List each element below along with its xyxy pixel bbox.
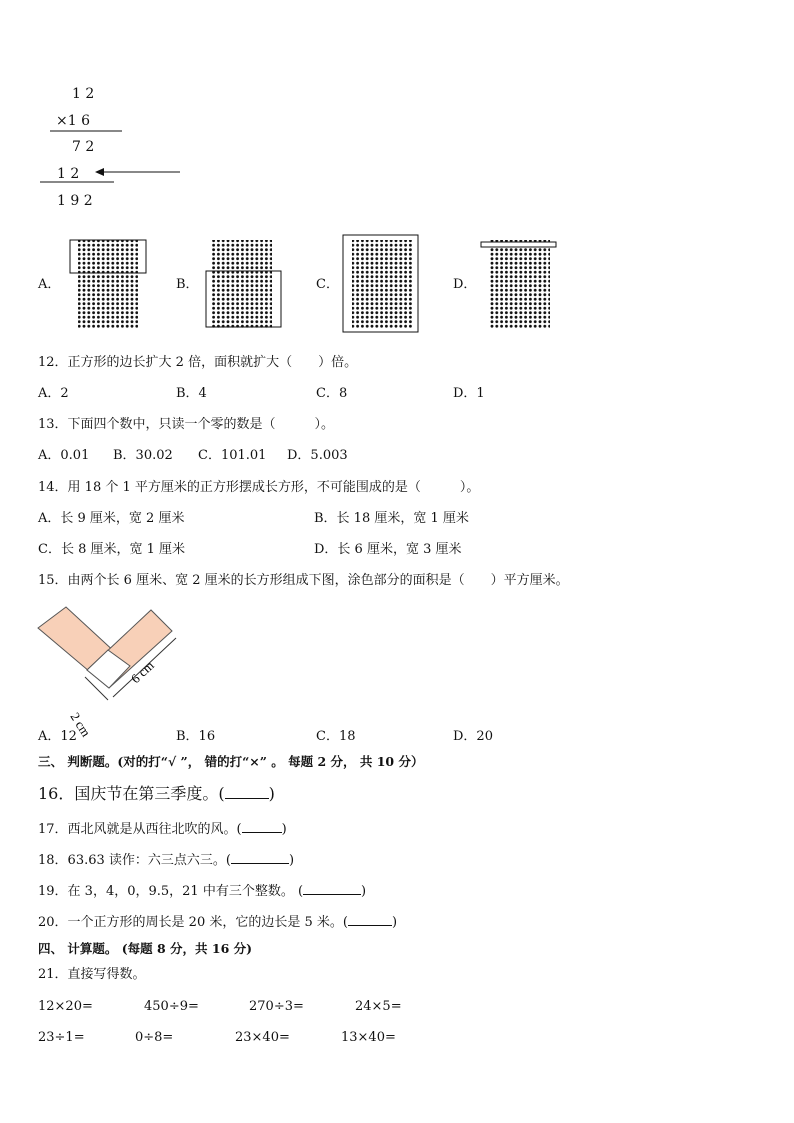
q21-item-3: 270÷3=	[249, 999, 304, 1014]
q14-option-a: A．长 9 厘米，宽 2 厘米	[38, 511, 185, 526]
multiplier: ×1 6	[56, 113, 90, 129]
q17-answer-blank[interactable]	[242, 832, 282, 833]
q19-close: )	[361, 884, 367, 899]
q12-option-b: B．4	[176, 386, 207, 401]
q13-option-b: B．30.02	[113, 448, 173, 463]
q21-item-7: 23×40=	[235, 1030, 290, 1045]
q21-item-8: 13×40=	[341, 1030, 396, 1045]
q12-option-d: D．1	[453, 386, 485, 401]
q11-option-d-label: D．	[453, 277, 477, 292]
q21-item-6: 0÷8=	[135, 1030, 174, 1045]
q18	[38, 853, 294, 869]
q14-option-d: D．长 6 厘米，宽 3 厘米	[314, 542, 462, 557]
partial-product-2: 1 2	[57, 166, 80, 182]
q20-answer-blank[interactable]	[348, 925, 392, 926]
multiplicand: 1 2	[72, 86, 95, 102]
q11-option-b-label: B．	[176, 277, 199, 292]
section-3-title: 三、 判断题。(对的打“√ ”， 错的打“×” 。 每题 2 分， 共 10 分）	[38, 754, 424, 769]
q20-text: 20．一个正方形的周长是 20 米，它的边长是 5 米。(	[38, 915, 348, 930]
label-2cm: 2 cm	[67, 709, 94, 740]
q17-close: )	[281, 822, 287, 837]
q17-text: 17．西北风就是从西往北吹的风。(	[38, 822, 242, 837]
product: 1 9 2	[57, 193, 93, 209]
label-6cm: 6 cm	[127, 657, 157, 687]
q19-text: 19．在 3，4，0，9.5，21 中有三个整数。 (	[38, 884, 304, 899]
q15-option-d: D．20	[453, 729, 493, 744]
q19	[38, 884, 366, 900]
q13-option-c: C．101.01	[198, 448, 267, 463]
q12-option-c: C．8	[316, 386, 348, 401]
q14-stem: 14．用 18 个 1 平方厘米的正方形摆成长方形，不可能围成的是（ ）。	[38, 480, 480, 495]
q15-stem: 15．由两个长 6 厘米、宽 2 厘米的长方形组成下图，涂色部分的面积是（ ）平方厘米。	[38, 573, 569, 588]
q21-item-4: 24×5=	[355, 999, 402, 1014]
q17	[38, 822, 287, 838]
q16-answer-blank[interactable]	[225, 798, 269, 799]
q14-option-c: C．长 8 厘米，宽 1 厘米	[38, 542, 186, 557]
section-4-title: 四、 计算题。 (每题 8 分，共 16 分)	[38, 941, 253, 956]
q13-option-a: A．0.01	[38, 448, 90, 463]
q13-stem: 13．下面四个数中，只读一个零的数是（ ）。	[38, 417, 335, 432]
q21-stem: 21．直接写得数。	[38, 967, 146, 982]
q14-option-b: B．长 18 厘米，宽 1 厘米	[314, 511, 469, 526]
q21-item-5: 23÷1=	[38, 1030, 85, 1045]
q18-text: 18．63.63 读作：六三点六三。(	[38, 853, 231, 868]
q21-item-2: 450÷9=	[144, 999, 199, 1014]
q12-stem: 12．正方形的边长扩大 2 倍，面积就扩大（ ）倍。	[38, 355, 358, 370]
q11-option-a-label: A．	[38, 277, 61, 292]
q12-option-a: A．2	[38, 386, 69, 401]
q15-option-b: B．16	[176, 729, 216, 744]
q15-option-a: A．12	[38, 729, 77, 744]
q21-item-1: 12×20=	[38, 999, 93, 1014]
q16-text: 16．国庆节在第三季度。(	[38, 784, 225, 803]
q18-close: )	[288, 853, 295, 868]
partial-product-1: 7 2	[72, 139, 95, 155]
q16	[38, 784, 275, 804]
q18-answer-blank[interactable]	[231, 863, 289, 864]
q16-close: )	[268, 784, 275, 803]
q19-answer-blank[interactable]	[303, 894, 361, 895]
q11-option-c-label: C．	[316, 277, 339, 292]
q20	[38, 915, 397, 931]
q13-option-d: D．5.003	[287, 448, 348, 463]
q20-close: )	[391, 915, 398, 930]
q15-option-c: C．18	[316, 729, 356, 744]
